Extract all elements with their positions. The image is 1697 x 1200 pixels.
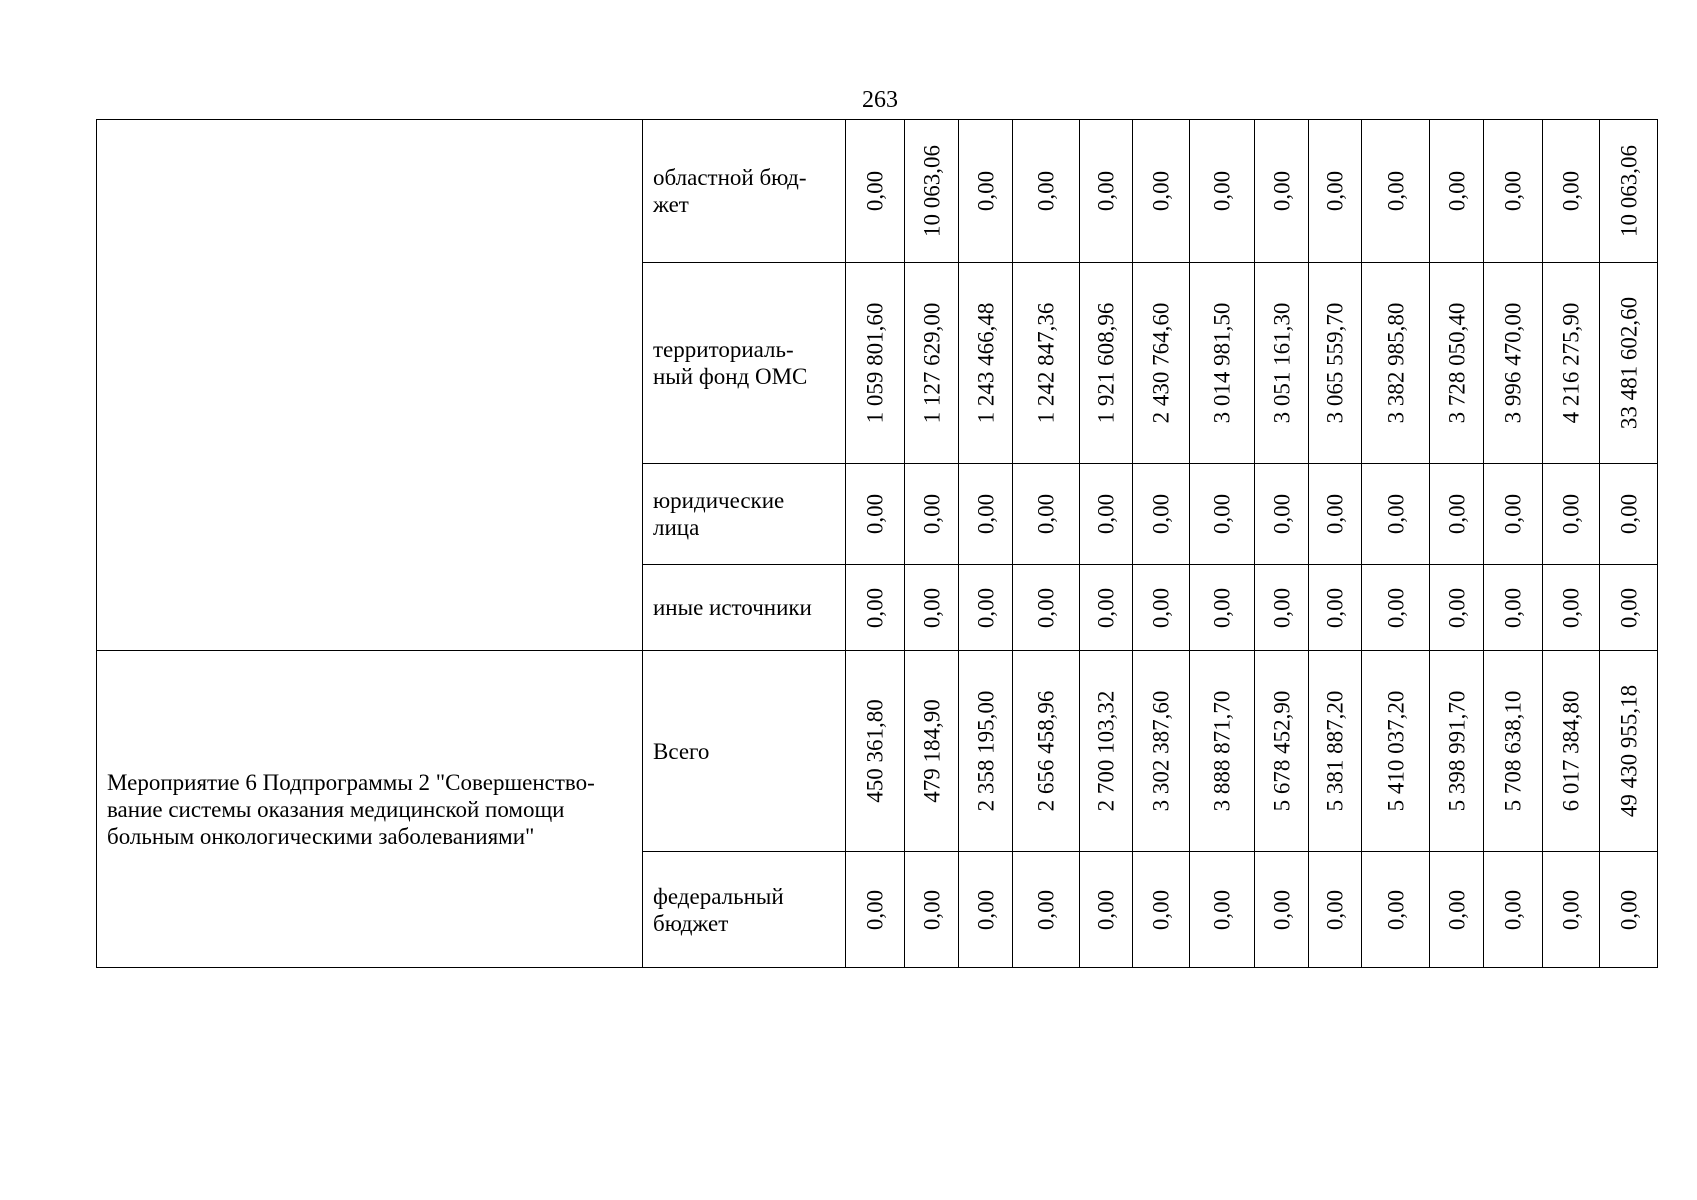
value-text: 0,00 xyxy=(1093,889,1119,930)
value-text: 0,00 xyxy=(1148,493,1174,535)
value-cell xyxy=(1362,263,1430,464)
value-cell xyxy=(1255,651,1309,852)
value-cell xyxy=(1309,464,1362,565)
value-cell xyxy=(1430,263,1484,464)
value-cell xyxy=(1190,263,1255,464)
value-cell xyxy=(1484,651,1543,852)
value-cell xyxy=(1309,120,1362,263)
value-cell xyxy=(1080,565,1133,651)
budget-table xyxy=(96,119,1658,968)
value-cell xyxy=(1133,120,1190,263)
value-cell xyxy=(1362,852,1430,968)
value-text: 3 065 559,70 xyxy=(1322,302,1348,424)
value-text: 0,00 xyxy=(973,170,998,212)
value-text: 0,00 xyxy=(1558,170,1584,212)
value-cell xyxy=(1190,120,1255,263)
value-cell xyxy=(959,852,1013,968)
value-text: 0,00 xyxy=(1033,170,1059,212)
value-text: 0,00 xyxy=(1383,587,1408,628)
value-text: 479 184,90 xyxy=(919,699,944,803)
value-cell xyxy=(1133,852,1190,968)
value-cell xyxy=(1484,464,1543,565)
value-cell xyxy=(1430,651,1484,852)
value-cell xyxy=(1133,464,1190,565)
value-cell xyxy=(1543,120,1600,263)
value-cell xyxy=(1190,651,1255,852)
measure-cell xyxy=(97,120,643,651)
value-cell xyxy=(846,565,905,651)
value-cell xyxy=(1362,565,1430,651)
value-text: 0,00 xyxy=(1558,587,1584,628)
value-text: 0,00 xyxy=(1209,493,1235,535)
value-cell xyxy=(1543,852,1600,968)
value-text: 2 700 103,32 xyxy=(1093,690,1119,812)
value-cell xyxy=(1190,464,1255,565)
value-cell xyxy=(905,852,959,968)
value-text: 0,00 xyxy=(862,587,888,628)
value-text: 3 014 981,50 xyxy=(1209,302,1235,424)
measure-cell xyxy=(97,651,643,968)
value-text: 0,00 xyxy=(1383,170,1408,212)
value-text: 10 063,06 xyxy=(1616,145,1641,237)
funding-source-cell xyxy=(643,565,846,651)
value-cell xyxy=(1080,263,1133,464)
measure-title: Мероприятие 6 Подпрограммы 2 "Совершенство- вание системы оказания медицинской помощи больным онкологическими заболеваниями" xyxy=(107,769,595,849)
value-text: 10 063,06 xyxy=(919,145,944,237)
value-text: 3 382 985,80 xyxy=(1383,302,1408,424)
value-text: 3 996 470,00 xyxy=(1500,302,1526,424)
value-cell xyxy=(1362,651,1430,852)
value-cell xyxy=(959,120,1013,263)
value-text: 33 481 602,60 xyxy=(1616,296,1641,430)
funding-source-label: юридические лица xyxy=(653,488,785,540)
funding-source-cell xyxy=(643,651,846,852)
value-cell xyxy=(1484,565,1543,651)
funding-source-cell xyxy=(643,263,846,464)
funding-source-cell xyxy=(643,120,846,263)
value-text: 0,00 xyxy=(1322,889,1348,930)
value-text: 0,00 xyxy=(1558,493,1584,535)
value-cell xyxy=(1255,464,1309,565)
value-text: 0,00 xyxy=(1148,170,1174,212)
value-cell xyxy=(846,651,905,852)
value-cell xyxy=(1013,651,1080,852)
value-cell xyxy=(1600,120,1658,263)
value-cell xyxy=(1255,565,1309,651)
value-cell xyxy=(1190,565,1255,651)
value-cell xyxy=(846,464,905,565)
value-text: 0,00 xyxy=(862,493,888,535)
value-cell xyxy=(1080,120,1133,263)
value-cell xyxy=(1430,464,1484,565)
value-text: 3 051 161,30 xyxy=(1269,302,1294,424)
table-row xyxy=(97,651,1658,852)
value-text: 0,00 xyxy=(1322,170,1348,212)
value-text: 3 888 871,70 xyxy=(1209,690,1235,812)
value-cell xyxy=(1309,852,1362,968)
value-text: 0,00 xyxy=(1444,889,1469,930)
value-text: 0,00 xyxy=(1093,587,1119,628)
value-cell xyxy=(1309,565,1362,651)
value-cell xyxy=(1080,651,1133,852)
value-text: 2 430 764,60 xyxy=(1148,302,1174,424)
value-cell xyxy=(1013,565,1080,651)
value-cell xyxy=(905,464,959,565)
value-text: 0,00 xyxy=(1269,587,1294,628)
value-cell xyxy=(1013,120,1080,263)
value-text: 0,00 xyxy=(1444,587,1469,628)
value-cell xyxy=(959,565,1013,651)
value-cell xyxy=(1013,464,1080,565)
value-text: 0,00 xyxy=(973,493,998,535)
value-cell xyxy=(1133,263,1190,464)
value-text: 0,00 xyxy=(1558,889,1584,930)
value-cell xyxy=(959,464,1013,565)
value-text: 0,00 xyxy=(862,889,888,930)
value-text: 5 410 037,20 xyxy=(1383,690,1408,812)
value-text: 450 361,80 xyxy=(862,699,888,803)
value-text: 49 430 955,18 xyxy=(1616,684,1641,818)
value-text: 2 656 458,96 xyxy=(1033,690,1059,812)
value-text: 0,00 xyxy=(1033,587,1059,628)
value-text: 0,00 xyxy=(1500,889,1526,930)
value-cell xyxy=(1484,852,1543,968)
value-cell xyxy=(846,263,905,464)
value-cell xyxy=(1362,120,1430,263)
funding-source-label: областной бюд- жет xyxy=(653,165,807,217)
value-cell xyxy=(1255,120,1309,263)
value-text: 0,00 xyxy=(862,170,888,212)
value-text: 0,00 xyxy=(1444,170,1469,212)
value-cell xyxy=(1543,263,1600,464)
value-cell xyxy=(846,120,905,263)
value-text: 6 017 384,80 xyxy=(1558,690,1584,812)
value-text: 0,00 xyxy=(919,493,944,535)
value-cell xyxy=(1430,565,1484,651)
value-text: 1 242 847,36 xyxy=(1033,302,1059,424)
value-text: 0,00 xyxy=(1500,170,1526,212)
value-cell xyxy=(1600,651,1658,852)
value-cell xyxy=(1600,464,1658,565)
value-cell xyxy=(905,651,959,852)
value-cell xyxy=(1362,464,1430,565)
value-cell xyxy=(905,263,959,464)
value-cell xyxy=(1309,263,1362,464)
value-text: 4 216 275,90 xyxy=(1558,302,1584,424)
value-text: 0,00 xyxy=(1322,587,1348,628)
value-text: 0,00 xyxy=(973,889,998,930)
value-cell xyxy=(1133,565,1190,651)
value-cell xyxy=(846,852,905,968)
value-cell xyxy=(1484,263,1543,464)
value-text: 2 358 195,00 xyxy=(973,690,998,812)
value-cell xyxy=(1080,464,1133,565)
value-cell xyxy=(1543,464,1600,565)
value-text: 5 708 638,10 xyxy=(1500,690,1526,812)
value-text: 1 059 801,60 xyxy=(862,302,888,424)
value-cell xyxy=(1255,263,1309,464)
value-cell xyxy=(905,120,959,263)
funding-source-label: иные источники xyxy=(653,595,812,620)
value-text: 0,00 xyxy=(1093,170,1119,212)
value-text: 1 921 608,96 xyxy=(1093,302,1119,424)
funding-source-label: федеральный бюджет xyxy=(653,883,784,936)
funding-source-cell xyxy=(643,852,846,968)
funding-source-label: территориаль- ный фонд ОМС xyxy=(653,337,808,389)
value-cell xyxy=(1013,263,1080,464)
value-text: 0,00 xyxy=(1148,587,1174,628)
value-text: 0,00 xyxy=(1209,889,1235,930)
funding-source-label: Всего xyxy=(653,738,710,764)
value-text: 0,00 xyxy=(919,889,944,930)
value-cell xyxy=(959,263,1013,464)
value-cell xyxy=(1080,852,1133,968)
value-text: 1 243 466,48 xyxy=(973,302,998,424)
value-cell xyxy=(1430,852,1484,968)
table-row xyxy=(97,120,1658,263)
value-cell xyxy=(1255,852,1309,968)
value-text: 0,00 xyxy=(1500,493,1526,535)
value-text: 0,00 xyxy=(1269,493,1294,535)
value-text: 0,00 xyxy=(1209,170,1235,212)
value-cell xyxy=(1190,852,1255,968)
value-text: 0,00 xyxy=(1444,493,1469,535)
budget-table-body xyxy=(97,120,1658,968)
value-text: 3 728 050,40 xyxy=(1444,302,1469,424)
value-cell xyxy=(1600,852,1658,968)
value-cell xyxy=(1430,120,1484,263)
value-text: 5 398 991,70 xyxy=(1444,690,1469,812)
value-cell xyxy=(1133,651,1190,852)
value-text: 0,00 xyxy=(1033,493,1059,535)
value-text: 3 302 387,60 xyxy=(1148,690,1174,812)
value-cell xyxy=(905,565,959,651)
value-cell xyxy=(1309,651,1362,852)
value-cell xyxy=(1600,263,1658,464)
value-text: 0,00 xyxy=(1383,493,1408,535)
value-text: 0,00 xyxy=(973,587,998,628)
value-cell xyxy=(1543,565,1600,651)
value-text: 0,00 xyxy=(1322,493,1348,535)
page-number: 263 xyxy=(862,87,898,113)
value-cell xyxy=(959,651,1013,852)
value-text: 0,00 xyxy=(1093,493,1119,535)
value-text: 5 381 887,20 xyxy=(1322,690,1348,812)
value-text: 5 678 452,90 xyxy=(1269,690,1294,812)
value-text: 0,00 xyxy=(1209,587,1235,628)
value-text: 0,00 xyxy=(1500,587,1526,628)
value-text: 0,00 xyxy=(1616,493,1641,535)
value-text: 0,00 xyxy=(1616,889,1641,930)
value-cell xyxy=(1484,120,1543,263)
value-cell xyxy=(1600,565,1658,651)
value-text: 0,00 xyxy=(1383,889,1408,930)
value-text: 0,00 xyxy=(1269,170,1294,212)
value-cell xyxy=(1543,651,1600,852)
value-text: 0,00 xyxy=(919,587,944,628)
value-cell xyxy=(1013,852,1080,968)
value-text: 1 127 629,00 xyxy=(919,302,944,424)
value-text: 0,00 xyxy=(1148,889,1174,930)
value-text: 0,00 xyxy=(1616,587,1641,628)
funding-source-cell xyxy=(643,464,846,565)
value-text: 0,00 xyxy=(1033,889,1059,930)
value-text: 0,00 xyxy=(1269,889,1294,930)
